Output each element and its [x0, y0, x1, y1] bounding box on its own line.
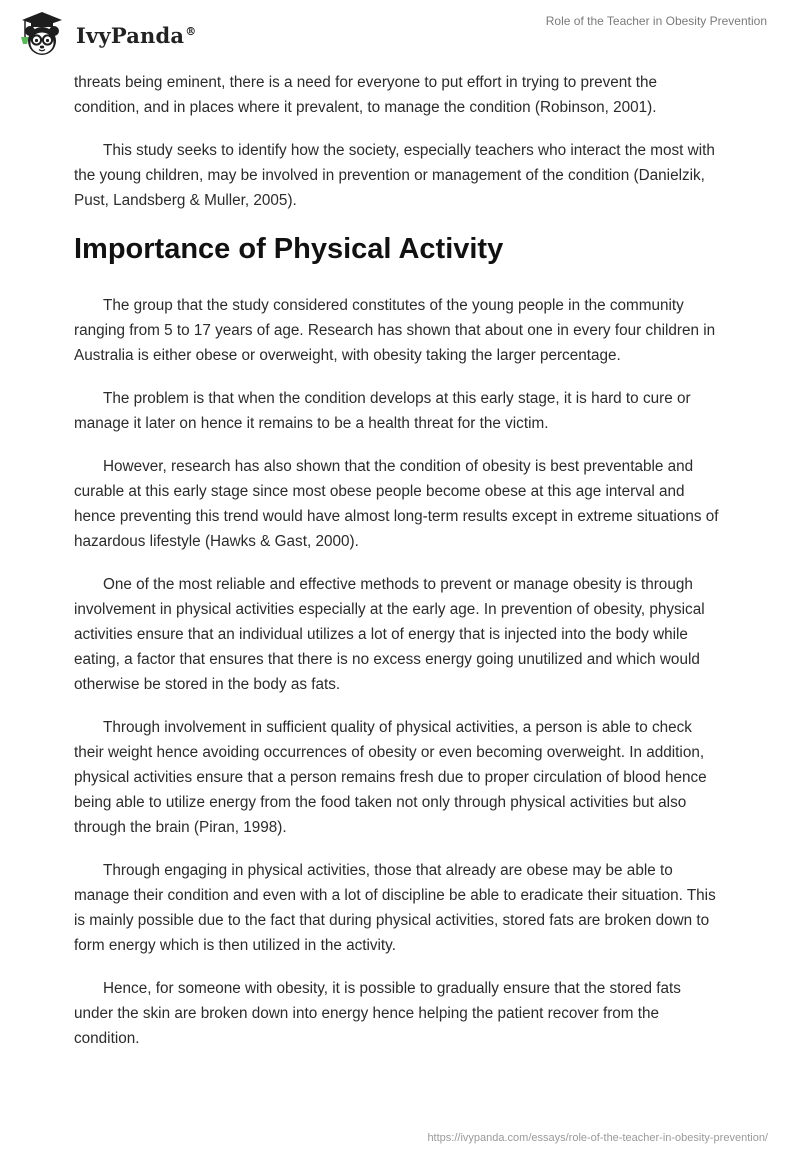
- brand-name: [76, 23, 196, 48]
- paragraph: threats being eminent, there is a need for everyone to put effort in trying to prevent the condition, and in places where it prevalent, to manage the condition (Robinson, 2001).: [74, 74, 658, 116]
- panda-graduate-icon: [16, 10, 68, 58]
- paragraph: Through involvement in sufficient quality of physical activities, a person is able to check their weight hence avoiding occurrences of obesity or even becoming overweight. In addition, physical activities ensure that a person remains fresh due to proper circulation of blood hence being able to utilize energy from the food taken not only through physical activities but also through the brain (Piran, 1998).: [74, 719, 707, 836]
- paragraph: One of the most reliable and effective methods to prevent or manage obesity is through involvement in physical activities especially at the early age. In prevention of obesity, physical activities ensure that an individual utilizes a lot of energy that is injected into the body while eating, a factor that ensures that there is no excess energy going unutilized and which would otherwise be stored in the body as fats.: [74, 576, 705, 693]
- paragraph: The problem is that when the condition develops at this early stage, it is hard to cure or manage it later on hence it remains to be a health threat for the victim.: [74, 390, 691, 432]
- ivypanda-logo[interactable]: [16, 10, 196, 58]
- running-title: Role of the Teacher in Obesity Prevention: [545, 14, 767, 28]
- source-url[interactable]: https://ivypanda.com/essays/role-of-the-teacher-in-obesity-prevention/: [427, 1132, 768, 1144]
- paragraph: The group that the study considered constitutes of the young people in the community ranging from 5 to 17 years of age. Research has shown that about one in every four children in Australia is either obese or overweight, with obesity taking the larger percentage.: [74, 297, 716, 364]
- paragraph: Through engaging in physical activities, those that already are obese may be able to manage their condition and even with a lot of discipline be able to eradicate their situation. This is mainly possible due to the fact that during physical activities, stored fats are broken down to form energy which is then utilized in the activity.: [74, 862, 716, 954]
- paragraph: Hence, for someone with obesity, it is possible to gradually ensure that the stored fats under the skin are broken down into energy hence helping the patient recover from the condition.: [74, 980, 681, 1047]
- page-header: [0, 0, 800, 70]
- brand-label: IvyPanda: [76, 22, 185, 48]
- registered-mark: ®: [185, 24, 197, 38]
- paragraph: This study seeks to identify how the society, especially teachers who interact the most with the young children, may be involved in prevention or management of the condition (Danielzik, Pust, Landsberg & Muller, 2005).: [74, 142, 715, 209]
- essay-content: [74, 70, 724, 1069]
- section-heading: Importance of Physical Activity: [74, 233, 504, 265]
- paragraph: However, research has also shown that the condition of obesity is best preventable and curable at this early stage since most obese people become obese at this age interval and hence preventing this trend would have almost long-term results except in extreme situations of hazardous lifestyle (Hawks & Gast, 2000).: [74, 458, 719, 550]
